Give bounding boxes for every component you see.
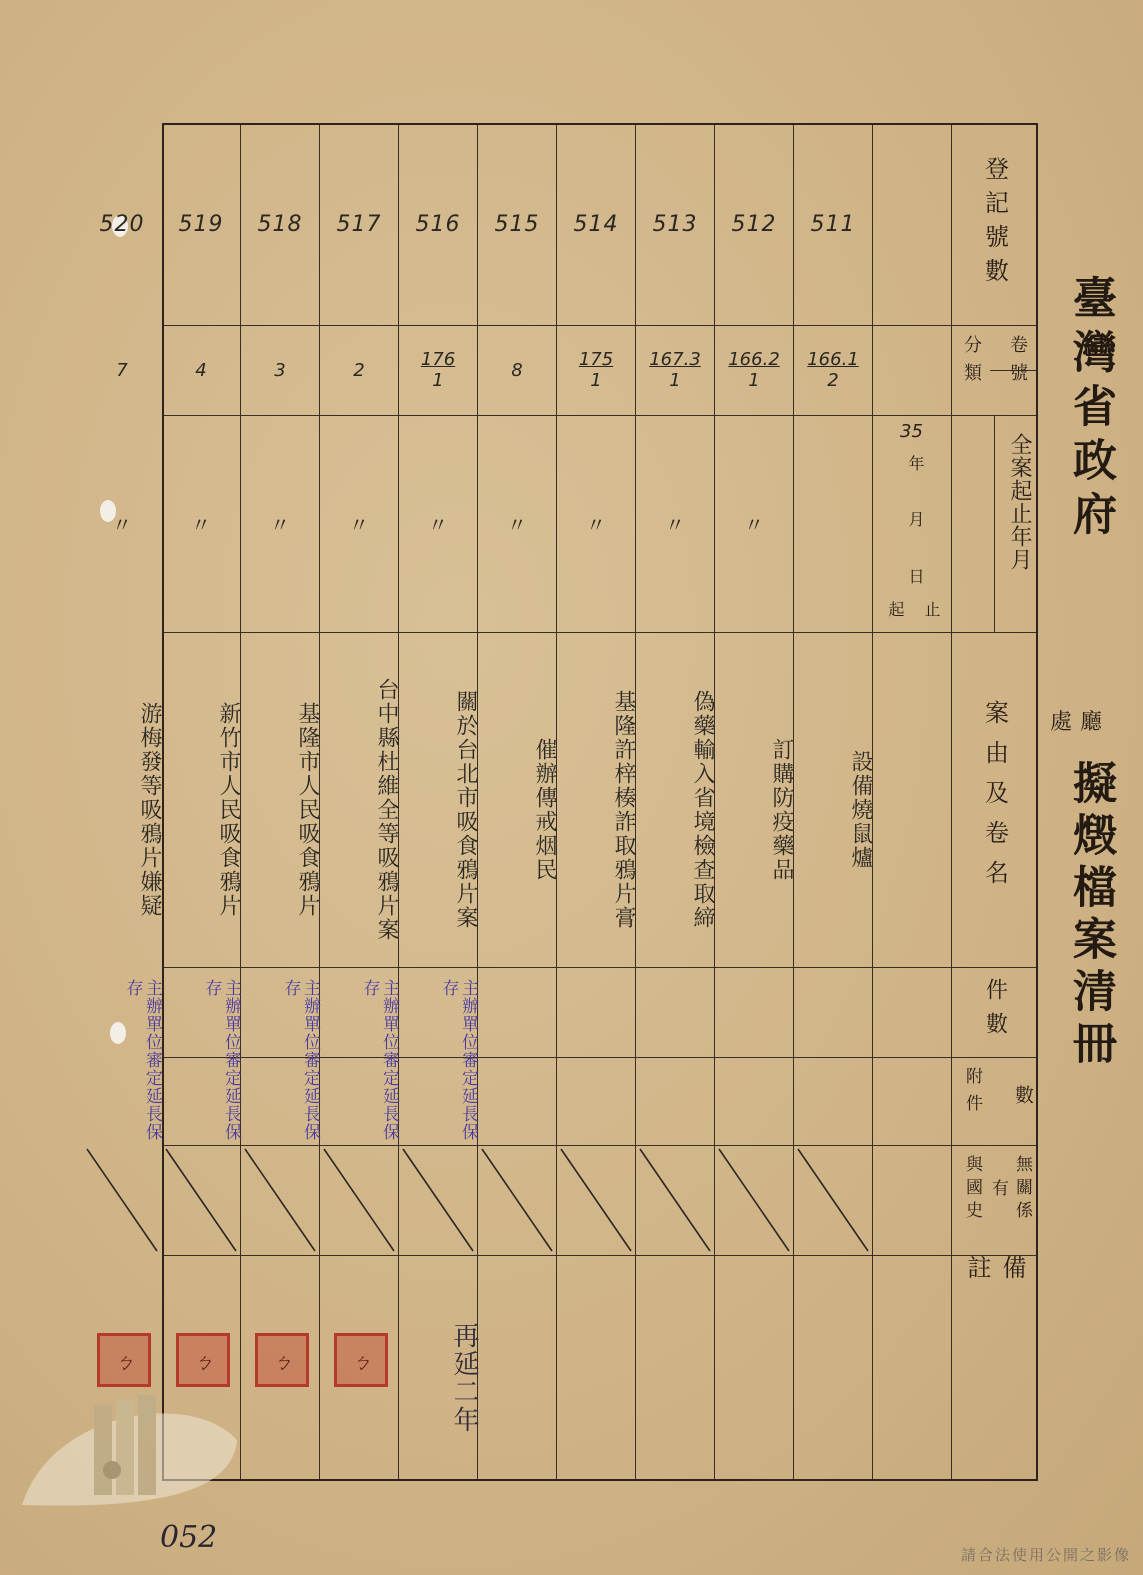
- strike-diagonal: [557, 1145, 635, 1255]
- ledger-row: [399, 123, 477, 1481]
- volume-number: 4: [195, 359, 207, 381]
- period-end: 止: [922, 601, 941, 617]
- retention-stamp: [794, 967, 872, 1157]
- classification-volume: [399, 325, 477, 415]
- strike-diagonal: [478, 1145, 556, 1255]
- period-year: 35: [900, 421, 923, 442]
- classification-number: 166.2: [728, 349, 780, 370]
- retention-stamp: 主辦單位審定延長保存: [438, 979, 478, 1141]
- header-subject: 案由及卷名: [980, 699, 1009, 900]
- volume-number: 8: [511, 359, 523, 381]
- period-ditto: 〃: [586, 513, 606, 537]
- ledger-row: [162, 123, 240, 1481]
- period-ditto: 〃: [191, 513, 211, 537]
- ledger-row: [557, 123, 635, 1481]
- header-class: 分類: [961, 335, 982, 391]
- ledger-row: [478, 123, 556, 1481]
- retention-stamp: 主辦單位審定延長保存: [201, 979, 241, 1141]
- strike-line: [324, 1149, 394, 1251]
- classification-volume: [636, 325, 714, 415]
- strike-diagonal: [636, 1145, 714, 1255]
- retention-stamp: 主辦單位審定延長保存: [122, 979, 162, 1141]
- strike-diagonal: [399, 1145, 477, 1255]
- ledger-row: [241, 123, 319, 1481]
- case-subject: 訂購防疫藥品: [769, 737, 794, 882]
- period-ditto: 〃: [270, 513, 290, 537]
- period-ditto: 〃: [507, 513, 527, 537]
- retention-stamp: [478, 967, 556, 1157]
- retention-stamp: [557, 967, 635, 1157]
- red-seal: ㄅ: [176, 1333, 230, 1387]
- strike-line: [561, 1149, 631, 1251]
- period-ditto: 〃: [112, 513, 132, 537]
- strike-line: [87, 1149, 157, 1251]
- volume-number: 1: [748, 370, 760, 391]
- registration-number: 516: [415, 211, 461, 237]
- red-seal: ㄅ: [334, 1333, 388, 1387]
- registration-number: 518: [257, 211, 303, 237]
- classification-volume: [162, 325, 240, 415]
- registration-number: 511: [810, 211, 856, 237]
- usage-watermark: 請合法使用公開之影像: [960, 1546, 1131, 1564]
- classification-number: 167.3: [649, 349, 701, 370]
- registration-number: 517: [336, 211, 382, 237]
- period-ditto: [794, 415, 872, 632]
- period-start: 起: [886, 601, 905, 617]
- period-d: 日: [906, 568, 925, 584]
- retention-stamp: 主辦單位審定延長保存: [359, 979, 399, 1141]
- volume-number: 7: [116, 359, 128, 381]
- period-ditto: 〃: [428, 513, 448, 537]
- case-subject: 基隆許梓楱詐取鴉片膏: [611, 689, 636, 930]
- classification-number: 175: [578, 349, 614, 370]
- registration-number: 519: [178, 211, 224, 237]
- classification-number: 166.1: [807, 349, 859, 370]
- ledger-row: [320, 123, 398, 1481]
- ledger-row: [83, 123, 161, 1481]
- period-y: 年: [906, 455, 925, 471]
- classification-volume: [478, 325, 556, 415]
- header-history-3: 無關係: [1012, 1155, 1032, 1224]
- strike-diagonal: [320, 1145, 398, 1255]
- header-count: 件數: [982, 978, 1008, 1046]
- registration-number: 512: [731, 211, 777, 237]
- classification-volume: [557, 325, 635, 415]
- header-reg-no: 登記號數: [980, 156, 1009, 292]
- classification-number: 176: [420, 349, 456, 370]
- case-subject: 游梅發等吸鴉片嫌疑: [137, 701, 162, 918]
- strike-diagonal: [162, 1145, 240, 1255]
- volume-number: 3: [274, 359, 286, 381]
- classification-volume: [715, 325, 793, 415]
- classification-volume: [241, 325, 319, 415]
- volume-number: 2: [827, 370, 839, 391]
- volume-number: 2: [353, 359, 365, 381]
- archive-logo-icon: [12, 1370, 242, 1510]
- ledger-row: [794, 123, 872, 1481]
- registration-number: 513: [652, 211, 698, 237]
- strike-line: [719, 1149, 789, 1251]
- strike-diagonal: [794, 1145, 872, 1255]
- case-subject: 關於台北市吸食鴉片案: [453, 689, 478, 930]
- department-label: 處廳: [1050, 710, 1111, 735]
- volume-number: 1: [432, 370, 444, 391]
- ledger-row: [715, 123, 793, 1481]
- registration-number: 515: [494, 211, 540, 237]
- classification-volume: [83, 325, 161, 415]
- period-ditto: 〃: [665, 513, 685, 537]
- red-seal: ㄅ: [97, 1333, 151, 1387]
- period-ditto: 〃: [744, 513, 764, 537]
- list-title: 擬燬檔案清冊: [1065, 760, 1116, 1072]
- destruction-ledger: [99, 123, 1038, 1481]
- volume-number: 1: [590, 370, 602, 391]
- retention-stamp: [715, 967, 793, 1157]
- ledger-row: [636, 123, 714, 1481]
- strike-diagonal: [241, 1145, 319, 1255]
- classification-volume: [794, 325, 872, 415]
- strike-diagonal: [715, 1145, 793, 1255]
- header-remark: 備註: [963, 1255, 1026, 1369]
- case-subject: 設備燒鼠爐: [848, 749, 873, 870]
- case-subject: 催辦傳戒烟民: [532, 737, 557, 882]
- header-history-2: 有: [988, 1179, 1008, 1196]
- period-m: 月: [906, 511, 925, 527]
- case-subject: 基隆市人民吸食鴉片: [295, 701, 320, 918]
- strike-line: [640, 1149, 710, 1251]
- case-subject: 新竹市人民吸食鴉片: [216, 701, 241, 918]
- header-attach-num: 數: [1012, 1085, 1034, 1104]
- strike-line: [166, 1149, 236, 1251]
- remark-handwriting: 再延二年: [449, 1322, 479, 1434]
- strike-line: [482, 1149, 552, 1251]
- period-ditto: 〃: [349, 513, 369, 537]
- strike-diagonal: [83, 1145, 161, 1255]
- volume-number: 1: [669, 370, 681, 391]
- retention-stamp: [636, 967, 714, 1157]
- classification-volume: [320, 325, 398, 415]
- case-subject: 台中縣杜維全等吸鴉片案: [374, 677, 399, 942]
- header-volume: 卷號: [1007, 335, 1028, 391]
- registration-number: 520: [99, 211, 145, 237]
- header-attach: 附件: [962, 1067, 982, 1121]
- header-period: 全案起止年月: [1007, 433, 1032, 571]
- retention-stamp: 主辦單位審定延長保存: [280, 979, 320, 1141]
- registration-number: 514: [573, 211, 619, 237]
- case-subject: 偽藥輸入省境檢查取締: [690, 689, 715, 930]
- strike-line: [798, 1149, 868, 1251]
- red-seal: ㄅ: [255, 1333, 309, 1387]
- header-history-1: 與國史: [962, 1155, 982, 1224]
- strike-line: [403, 1149, 473, 1251]
- government-title: 臺灣省政府: [1065, 275, 1116, 545]
- strike-line: [245, 1149, 315, 1251]
- page-number: 052: [160, 1520, 218, 1555]
